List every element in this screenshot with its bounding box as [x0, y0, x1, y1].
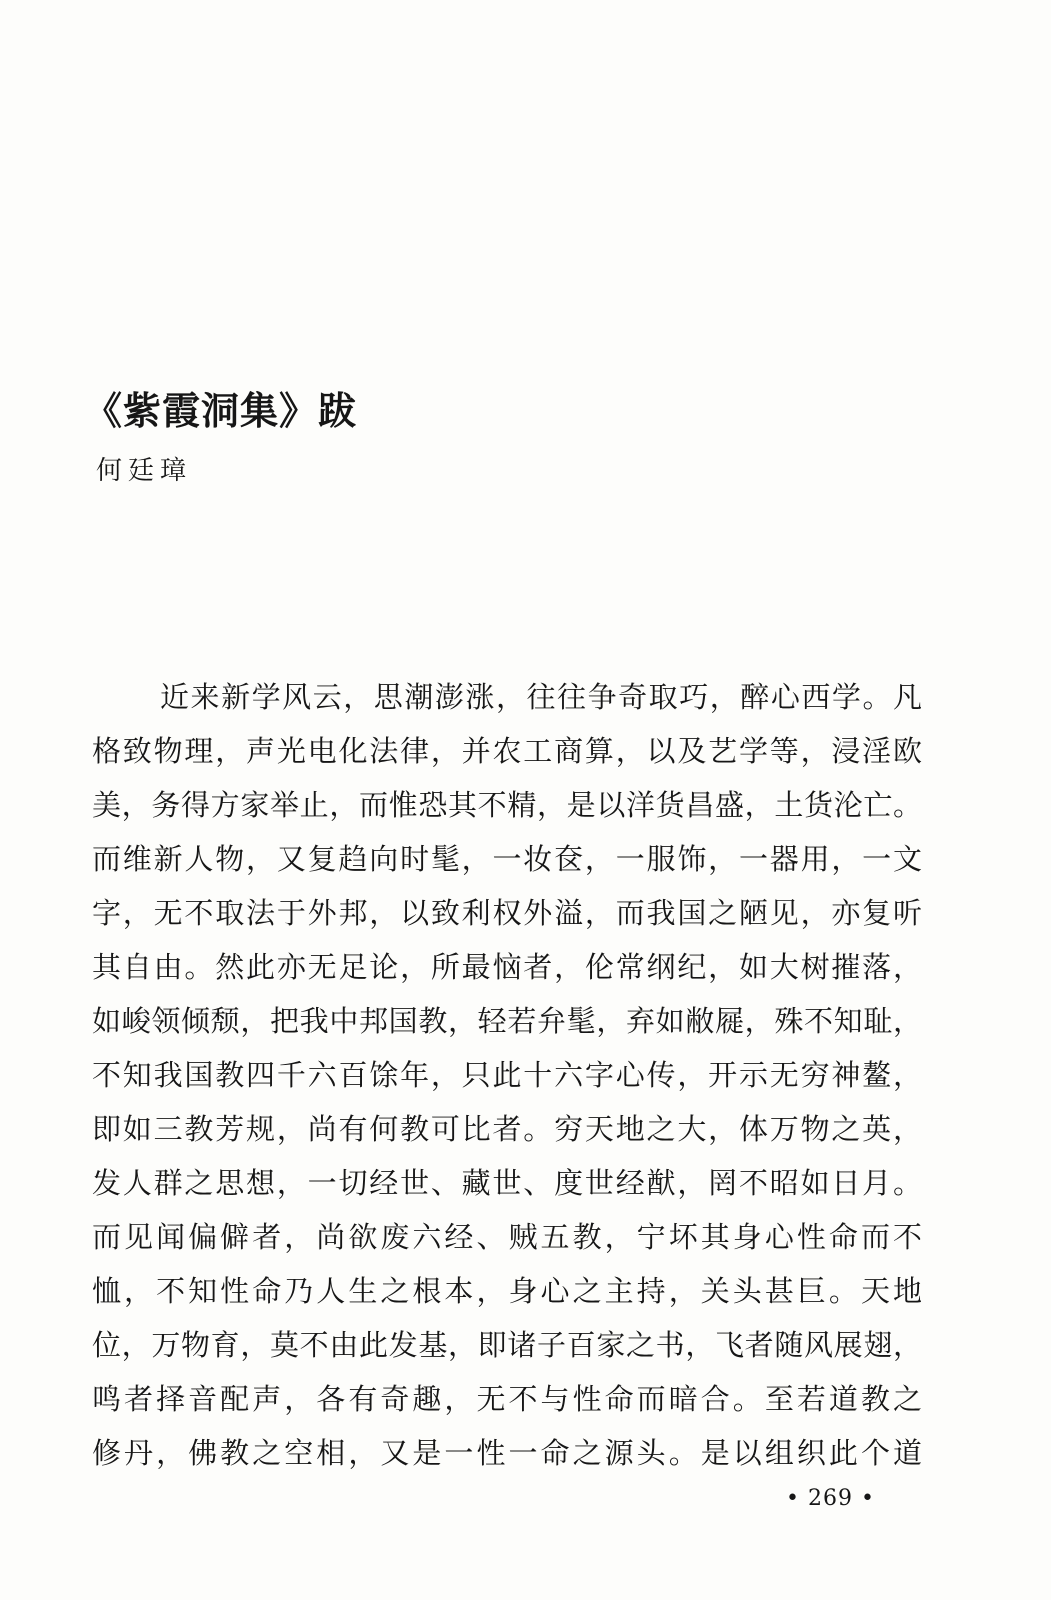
body-line: 字，无不取法于外邦，以致利权外溢，而我国之陋见，亦复听 — [92, 896, 922, 930]
body-line: 如峻领倾颓，把我中邦国教，轻若弁髦，弃如敝屣，殊不知耻， — [92, 1004, 922, 1038]
body-line: 恤，不知性命乃人生之根本，身心之主持，关头甚巨。天地 — [92, 1274, 922, 1308]
body-line: 其自由。然此亦无足论，所最恼者，伦常纲纪，如大树摧落， — [92, 950, 922, 984]
body-line: 发人群之思想，一切经世、藏世、度世经猷，罔不昭如日月。 — [92, 1166, 922, 1200]
body-line: 位，万物育，莫不由此发基，即诸子百家之书，飞者随风展翅， — [92, 1328, 922, 1362]
body-line: 格致物理，声光电化法律，并农工商算，以及艺学等，浸淫欧 — [92, 734, 922, 768]
body-line: 而维新人物，又复趋向时髦，一妆奁，一服饰，一器用，一文 — [92, 842, 922, 876]
article-title: 《紫霞洞集》跋 — [84, 388, 358, 433]
body-line: 而见闻偏僻者，尚欲废六经、贼五教，宁坏其身心性命而不 — [92, 1220, 922, 1254]
body-line: 近来新学风云，思潮澎涨，往往争奇取巧，醉心西学。凡 — [160, 680, 922, 714]
body-line: 美，务得方家举止，而惟恐其不精，是以洋货昌盛，土货沦亡。 — [92, 788, 922, 822]
body-text — [92, 670, 922, 1480]
body-line: 鸣者择音配声，各有奇趣，无不与性命而暗合。至若道教之 — [92, 1382, 922, 1416]
page-number: • 269 • — [786, 1486, 875, 1511]
author-name: 何廷璋 — [96, 456, 193, 486]
body-line: 不知我国教四千六百馀年，只此十六字心传，开示无穷神鳌， — [92, 1058, 922, 1092]
body-line: 修丹，佛教之空相，又是一性一命之源头。是以组织此个道 — [92, 1436, 922, 1470]
body-line: 即如三教芳规，尚有何教可比者。穷天地之大，体万物之英， — [92, 1112, 922, 1146]
